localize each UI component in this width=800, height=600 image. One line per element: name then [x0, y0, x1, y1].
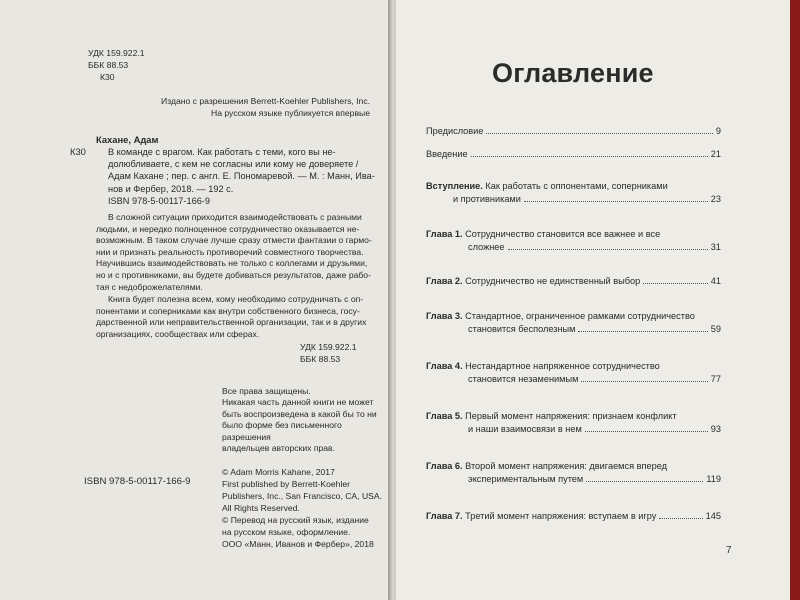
- annotation-line: Книга будет полезна всем, кому необходимо сотрудничать с оп-: [108, 294, 364, 304]
- toc-entry-text: становится незаменимым: [468, 374, 579, 384]
- copyright-line: ООО «Манн, Иванов и Фербер», 2018: [222, 539, 374, 549]
- permission-line-2: На русском языке публикуется впервые: [210, 108, 370, 118]
- toc-entry: [426, 310, 721, 336]
- toc-entry-text: Предисловие: [426, 126, 484, 136]
- udk-code: УДК 159.922.1: [88, 48, 145, 58]
- rights-line: Все права защищены.: [222, 386, 311, 396]
- toc-chapter-prefix: Глава 6.: [426, 461, 463, 471]
- annotation-line: организациях, сообществах или сферах.: [96, 328, 260, 339]
- annotation-line: тая с недоброжелателями.: [96, 281, 203, 292]
- annotation-line: нии и признать реальность противоречий совместного творчества.: [96, 246, 364, 257]
- copyright-line: First published by Berrett-Koehler: [222, 479, 351, 489]
- toc-entry-text: и противниками: [453, 194, 521, 204]
- bibliographic-description: [108, 146, 383, 207]
- toc-chapter-prefix: Глава 2.: [426, 276, 463, 286]
- annotation-line: понентами и соперниками как внутри собственного бизнеса, госу-: [96, 305, 360, 316]
- copyright-line: Publishers, Inc., San Francisco, CA, USA.: [222, 491, 382, 501]
- toc-entry-text: Сотрудничество не единственный выбор: [465, 276, 641, 286]
- toc-entry-page: 93: [710, 424, 721, 434]
- annotation-line: дарственной или неправительственной организации, так и в других: [96, 317, 367, 328]
- bib-line: нов и Фербер, 2018. — 192 с.: [108, 183, 234, 194]
- copyright-block: [222, 466, 392, 550]
- rights-line: было форме без письменного разрешения: [222, 420, 342, 442]
- toc-entry: [426, 148, 721, 161]
- bib-line: долюбливаете, с кем не согласны или кому не доверяете /: [108, 159, 359, 170]
- toc-entry-page: 31: [710, 242, 721, 252]
- toc-chapter-prefix: Вступление.: [426, 181, 483, 191]
- author-code: К30: [100, 72, 115, 82]
- toc-entry: [426, 460, 721, 486]
- udk-code-repeat: УДК 159.922.1: [300, 342, 357, 352]
- rights-line: владельцев авторских прав.: [222, 443, 335, 454]
- toc-entry-text: экспериментальным путем: [468, 474, 584, 484]
- toc-entry-page: 59: [710, 324, 721, 334]
- rights-notice: [222, 386, 392, 454]
- isbn-bib: ISBN 978-5-00117-166-9: [108, 195, 210, 206]
- rights-line: быть воспроизведена в какой бы то ни: [222, 408, 377, 419]
- toc-entry-text: становится бесполезным: [468, 324, 576, 334]
- isbn-bottom: ISBN 978-5-00117-166-9: [84, 476, 191, 487]
- toc-entry-text: Первый момент напряжения: признаем конфликт: [465, 411, 677, 421]
- toc-entry: [426, 228, 721, 254]
- annotation-line: возможным. В таком случае лучше сразу отмести фантазии о гармо-: [96, 235, 372, 246]
- toc-entry-text: и наши взаимосвязи в нем: [468, 424, 582, 434]
- rights-line: Никакая часть данной книги не может: [222, 397, 374, 408]
- toc-entry-page: 41: [710, 276, 721, 286]
- toc-entry: [426, 410, 721, 436]
- toc-entry-text: Как работать с оппонентами, соперниками: [485, 181, 668, 191]
- toc-entry-text: Второй момент напряжения: двигаемся вперед: [465, 461, 667, 471]
- toc-entry: [426, 360, 721, 386]
- toc-chapter-prefix: Глава 5.: [426, 411, 463, 421]
- copyright-line: © Adam Morris Kahane, 2017: [222, 467, 335, 477]
- toc-entry-text: Сотрудничество становится все важнее и все: [465, 229, 661, 239]
- toc-entry: [426, 180, 721, 206]
- toc-entry-text: Стандартное, ограниченное рамками сотрудничество: [465, 311, 695, 321]
- toc-entry: [426, 510, 721, 523]
- bbk-code-repeat: ББК 88.53: [300, 354, 341, 364]
- copyright-line: All Rights Reserved.: [222, 503, 300, 513]
- toc-entry: [426, 125, 721, 138]
- bib-line: В команде с врагом. Как работать с теми, кого вы не-: [108, 147, 336, 157]
- toc-entry-text: сложнее: [468, 242, 505, 252]
- toc-title: Оглавление: [492, 58, 654, 88]
- annotation-paragraph-1: [96, 212, 386, 293]
- annotation-line: но и с противниками, вы будете добиваться результатов, даже рабо-: [96, 269, 371, 280]
- author-name: Кахане, Адам: [96, 134, 159, 145]
- bib-line: Адам Кахане ; пер. с англ. Е. Пономаревой. — М. : Манн, Ива-: [108, 171, 375, 182]
- toc-entry-page: 77: [710, 374, 721, 384]
- page-number: 7: [726, 545, 732, 556]
- annotation-paragraph-2: [96, 294, 386, 340]
- toc-chapter-prefix: Глава 7.: [426, 511, 463, 521]
- right-page: [396, 0, 790, 600]
- toc-entry-page: 21: [710, 149, 721, 159]
- author-code-side: К30: [70, 146, 86, 157]
- toc-entry-page: 119: [706, 474, 721, 484]
- toc-entry-text: Введение: [426, 149, 468, 159]
- toc-entry-text: Нестандартное напряженное сотрудничество: [465, 361, 660, 371]
- annotation-line: Научившись взаимодействовать не только с коллегами и друзьями,: [96, 258, 368, 269]
- toc-entry-text: Третий момент напряжения: вступаем в игру: [465, 511, 657, 521]
- toc-entry-page: 9: [715, 126, 721, 136]
- toc-chapter-prefix: Глава 3.: [426, 311, 463, 321]
- left-page: [0, 0, 392, 600]
- toc-entry: [426, 275, 721, 288]
- toc-chapter-prefix: Глава 1.: [426, 229, 463, 239]
- copyright-line: © Перевод на русский язык, издание: [222, 515, 369, 525]
- copyright-line: на русском языке, оформление.: [222, 527, 351, 537]
- permission-line-1: Издано с разрешения Berrett-Koehler Publishers, Inc.: [161, 96, 370, 106]
- toc-entry-page: 145: [705, 511, 721, 521]
- toc-chapter-prefix: Глава 4.: [426, 361, 463, 371]
- annotation-line: В сложной ситуации приходится взаимодействовать с разными: [108, 212, 362, 222]
- bbk-code: ББК 88.53: [88, 60, 129, 70]
- toc-entry-page: 23: [710, 194, 721, 204]
- annotation-line: людьми, и нередко полноценное сотрудничество оказывается не-: [96, 223, 360, 234]
